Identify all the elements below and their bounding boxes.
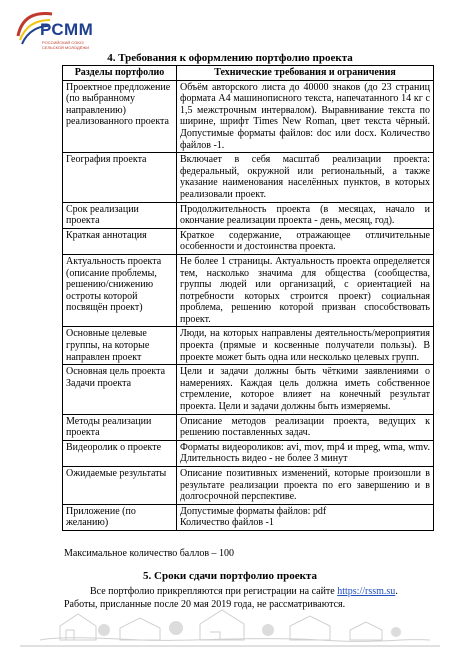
header-sections: Разделы портфолио <box>63 66 177 81</box>
row-requirements <box>177 504 434 530</box>
row-section: Срок реализации проекта <box>63 202 177 228</box>
row-section <box>63 365 177 414</box>
logo-brand: РСММ <box>40 20 94 39</box>
max-points-note: Максимальное количество баллов – 100 <box>64 548 235 559</box>
row-section: Приложение (по желанию) <box>63 504 177 530</box>
row-requirements: Описание методов реализации проекта, ведущих к решению поставленных задач. <box>177 414 434 440</box>
rssm-logo <box>12 6 92 54</box>
registration-text-end: . <box>395 586 398 597</box>
row-requirements-extra: Количество файлов -1 <box>180 517 274 529</box>
row-requirements: Форматы видеороликов: avi, mov, mp4 и mpeg, wma, wmv. Длительность видео - не более 3 минут <box>177 440 434 466</box>
row-section-extra: Задачи проекта <box>66 377 132 389</box>
rssm-link[interactable]: https://rssm.su <box>337 586 396 597</box>
row-section-main: Основная цель проекта <box>66 366 166 378</box>
row-requirements: Люди, на которых направлены деятельность/мероприятия проекта (прямые и косвенные получатели пользы). В проекте может быть одна или несколько целевых групп. <box>177 327 434 365</box>
table-row <box>63 504 434 530</box>
table-row <box>63 467 434 505</box>
row-requirements: Не более 1 страницы. Актуальность проекта определяется тем, насколько значима для общества (сообщества, группы людей или организаций, с ориентацией на потребности которых строится проект) социальная проблема, решению которой призван способствовать проект. <box>177 254 434 327</box>
row-section: Проектное предложение (по выбранному направлению) реализованного проекта <box>63 80 177 153</box>
row-requirements-main: Допустимые форматы файлов: pdf <box>180 505 327 517</box>
section-5-title: 5. Сроки сдачи портфолио проекта <box>143 570 317 582</box>
table-row <box>63 254 434 327</box>
table-header-row <box>63 66 434 81</box>
row-requirements: Цели и задачи должны быть чёткими заявлениями о намерениях. Каждая цель должна иметь собственное стремление, которое влияет на конечный результат проекта. Цели и задачи должны быть измеряемы. <box>177 365 434 414</box>
table-row <box>63 440 434 466</box>
registration-paragraph <box>90 586 398 597</box>
row-section: Видеоролик о проекте <box>63 440 177 466</box>
table-row <box>63 228 434 254</box>
row-section: Актуальность проекта (описание проблемы, решению/снижению остроты которой посвящён проект) <box>63 254 177 327</box>
table-row <box>63 202 434 228</box>
table-row <box>63 365 434 414</box>
header-requirements: Технические требования и ограничения <box>177 66 434 81</box>
deadline-paragraph: Работы, присланные после 20 мая 2019 года, не рассматриваются. <box>64 599 346 610</box>
section-4-title: 4. Требования к оформлению портфолио проекта <box>107 52 353 64</box>
row-requirements: Включает в себя масштаб реализации проекта: федеральный, окружной или региональный, а также указание наименования населённых пунктов, в которых реализовали проект. <box>177 153 434 202</box>
row-requirements: Объём авторского листа до 40000 знаков (до 23 страниц формата А4 машинописного текста, напечатанного 14 кг с 1,5 межстрочным интервалом). Выравнивание текста по ширине, шрифт Times New Roman, цвет текста чёрный. Допустимые форматы файлов: doc или docx. Количество файлов -1. <box>177 80 434 153</box>
row-section: Краткая аннотация <box>63 228 177 254</box>
requirements-table <box>62 65 434 531</box>
row-section: Ожидаемые результаты <box>63 467 177 505</box>
table-row <box>63 327 434 365</box>
row-section: Методы реализации проекта <box>63 414 177 440</box>
registration-text: Все портфолио прикрепляются при регистрации на сайте <box>90 586 338 597</box>
row-requirements: Продолжительность проекта (в месяцах, начало и окончание реализации проекта - день, месяц, год). <box>177 202 434 228</box>
row-section: Основные целевые группы, на которые направлен проект <box>63 327 177 365</box>
row-requirements: Описание позитивных изменений, которые произошли в результате реализации проекта по его завершению и в долгосрочной перспективе. <box>177 467 434 505</box>
row-section: География проекта <box>63 153 177 202</box>
row-requirements: Краткое содержание, отражающее отличительные особенности и достоинства проекта. <box>177 228 434 254</box>
table-row <box>63 80 434 153</box>
table-row <box>63 414 434 440</box>
table-row <box>63 153 434 202</box>
logo-subtitle: РОССИЙСКИЙ СОЮЗ СЕЛЬСКОЙ МОЛОДЁЖИ <box>42 40 89 50</box>
